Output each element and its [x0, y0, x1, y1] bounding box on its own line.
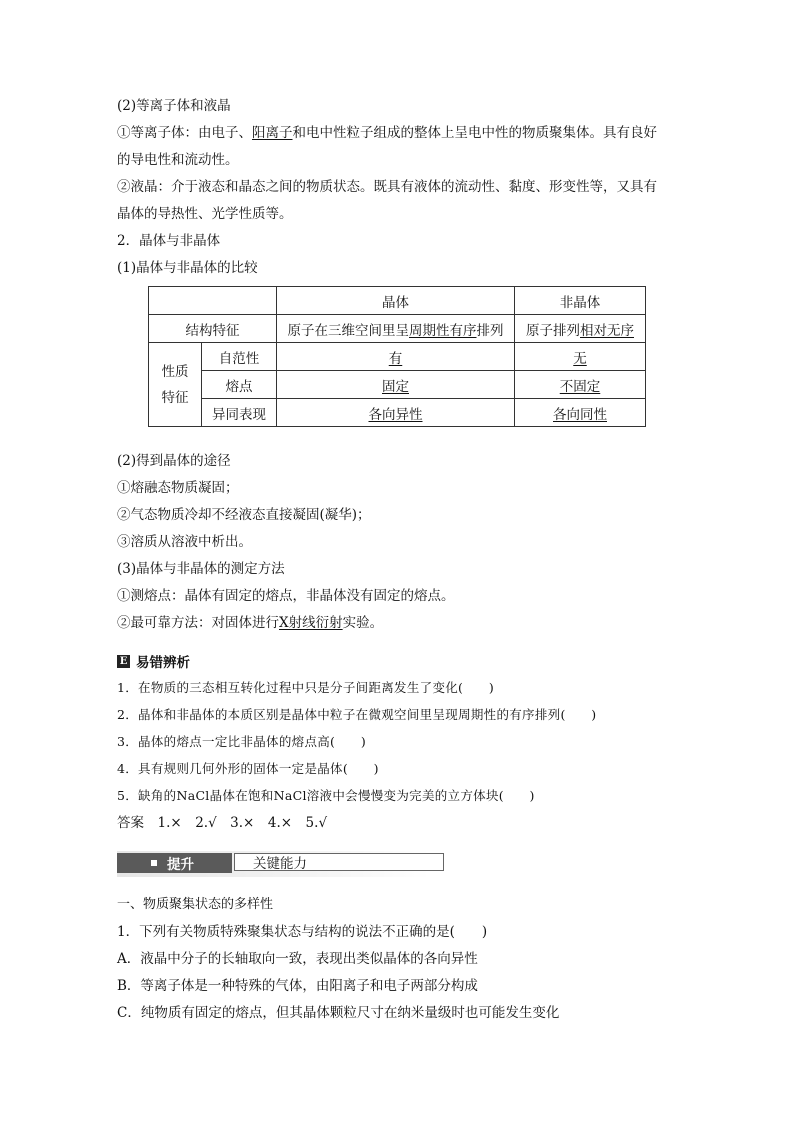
banner-light-label: 关键能力: [253, 856, 307, 872]
judgement-item: 1．在物质的三态相互转化过程中只是分子间距离发生了变化( ): [117, 680, 495, 695]
judgement-item: 2．晶体和非晶体的本质区别是晶体中粒子在微观空间里呈现周期性的有序排列( ): [117, 707, 597, 722]
plasma-definition-line1: [117, 123, 657, 143]
banner-tab-dark: [117, 853, 232, 873]
table-row-label: 异同表现: [202, 399, 277, 427]
text-segment: 特征: [161, 389, 189, 406]
text-segment: 实验。: [342, 615, 384, 631]
error-analysis-title: 易错辨析: [136, 655, 190, 671]
blank-answer: 无: [573, 350, 587, 367]
section-banner: [117, 851, 430, 877]
option-a: A．液晶中分子的长轴取向一致，表现出类似晶体的各向异性: [117, 951, 478, 967]
banner-dark-label: 提升: [167, 857, 194, 873]
blank-answer: 各向异性: [368, 406, 423, 423]
table-header-noncrystal: 非晶体: [515, 287, 646, 315]
test-item: ①测熔点：晶体有固定的熔点，非晶体没有固定的熔点。: [117, 588, 455, 604]
section-heading-crystal: 2．晶体与非晶体: [117, 233, 221, 249]
answer-line: 答案 1.× 2.√ 3.× 4.× 5.√: [117, 815, 328, 831]
judgement-item: 5．缺角的NaCl晶体在饱和NaCl溶液中会慢慢变为完美的立方体块( ): [117, 788, 535, 803]
method-item: ③溶质从溶液中析出。: [117, 534, 252, 550]
blank-answer: 固定: [382, 378, 409, 395]
methods-heading: (2)得到晶体的途径: [117, 453, 231, 469]
question-stem: 1．下列有关物质特殊聚集状态与结构的说法不正确的是( ): [117, 924, 488, 940]
table-cell-structure-noncrystal: [515, 315, 646, 343]
method-item: ①熔融态物质凝固；: [117, 480, 239, 496]
table-label-structure: 结构特征: [149, 315, 277, 343]
subheading-plasma-liquid-crystal: (2)等离子体和液晶: [117, 98, 231, 114]
text-segment: 原子排列: [526, 322, 580, 339]
table-cell-crystal: [277, 343, 515, 371]
table-row: [149, 399, 646, 427]
comparison-table: [148, 286, 646, 427]
table-row: [149, 343, 646, 371]
test-heading: (3)晶体与非晶体的测定方法: [117, 561, 285, 577]
table-corner-cell: [149, 287, 277, 315]
table-cell-noncrystal: [515, 399, 646, 427]
text-segment: 和电中性粒子组成的整体上呈电中性的物质聚集体。具有良好: [292, 125, 657, 141]
comparison-heading: (1)晶体与非晶体的比较: [117, 260, 258, 276]
method-item: ②气态物质冷却不经液态直接凝固(凝华)；: [117, 507, 371, 523]
table-header-crystal: 晶体: [277, 287, 515, 315]
blank-answer: 周期性有序: [409, 322, 477, 339]
table-row-structure: [149, 315, 646, 343]
practice-section-title: 一、物质聚集状态的多样性: [117, 897, 274, 912]
blank-answer: X射线衍射: [279, 615, 343, 631]
table-cell-noncrystal: [515, 371, 646, 399]
option-c: C．纯物质有固定的熔点，但其晶体颗粒尺寸在纳米量级时也可能发生变化: [117, 1005, 560, 1021]
judgement-item: 4．具有规则几何外形的固体一定是晶体( ): [117, 761, 379, 776]
error-analysis-heading: [117, 651, 190, 671]
liquid-crystal-line2: 晶体的导热性、光学性质等。: [117, 206, 293, 222]
judgement-item: 3．晶体的熔点一定比非晶体的熔点高( ): [117, 734, 367, 749]
text-segment: ①等离子体：由电子、: [117, 125, 252, 141]
text-segment: ②最可靠方法：对固体进行: [117, 615, 279, 631]
table-row-label: 熔点: [202, 371, 277, 399]
blank-answer: 不固定: [559, 378, 601, 395]
blank-answer: 各向同性: [553, 406, 607, 423]
test-item-xray: [117, 613, 383, 633]
text-segment: 性质: [161, 363, 189, 380]
blank-answer: 阳离子: [252, 125, 293, 141]
plasma-definition-line2: 的导电性和流动性。: [117, 152, 239, 168]
text-segment: 原子在三维空间里呈: [287, 322, 409, 339]
table-cell-crystal: [277, 399, 515, 427]
error-analysis-icon: E: [117, 655, 130, 668]
table-cell-noncrystal: [515, 343, 646, 371]
table-header-row: [149, 287, 646, 315]
liquid-crystal-line1: ②液晶：介于液态和晶态之间的物质状态。既具有液体的流动性、黏度、形变性等，又具有: [117, 179, 657, 195]
banner-tab-light: [234, 853, 444, 871]
table-row-label: 自范性: [202, 343, 277, 371]
square-icon: [151, 860, 157, 866]
table-label-properties: [149, 343, 202, 427]
blank-answer: 相对无序: [580, 322, 634, 339]
blank-answer: 有: [388, 350, 403, 367]
table-cell-crystal: [277, 371, 515, 399]
option-b: B．等离子体是一种特殊的气体，由阳离子和电子两部分构成: [117, 978, 478, 994]
text-segment: 排列: [476, 322, 504, 339]
table-row: [149, 371, 646, 399]
table-cell-structure-crystal: [277, 315, 515, 343]
